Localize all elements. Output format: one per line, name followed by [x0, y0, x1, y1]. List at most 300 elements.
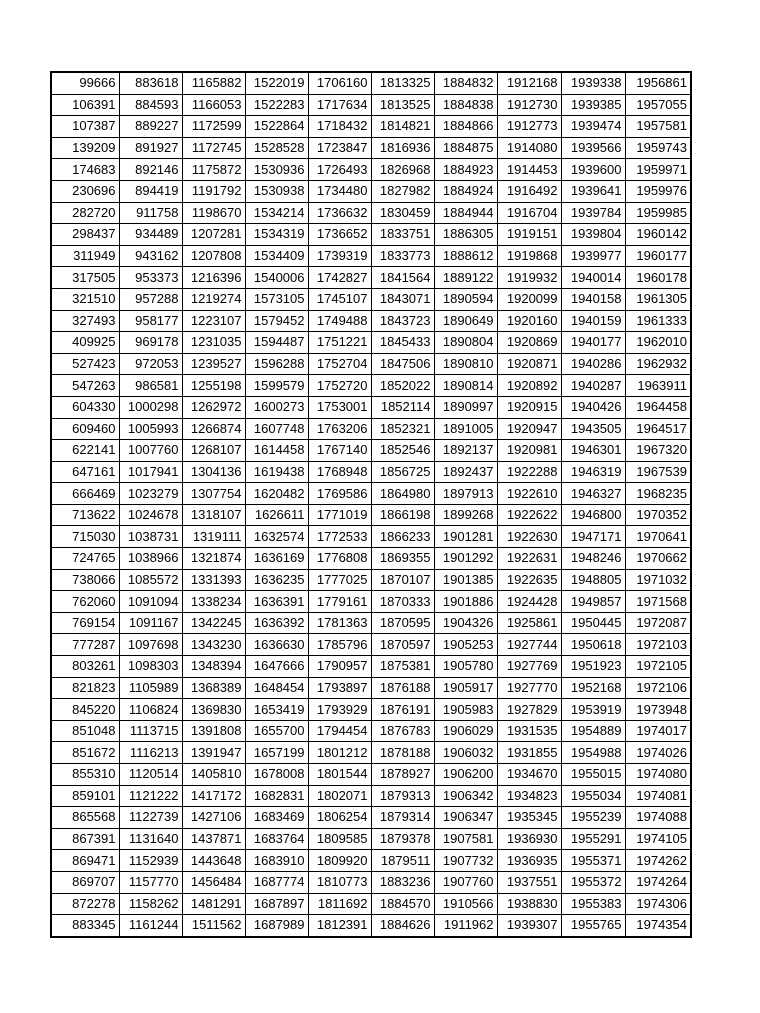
table-cell: 106391: [51, 94, 119, 116]
table-row: [51, 180, 691, 202]
table-cell: 1198670: [182, 202, 245, 224]
table-cell: 1655700: [245, 720, 308, 742]
table-cell: 1158262: [119, 893, 182, 915]
table-cell: 883345: [51, 915, 119, 937]
table-cell: 1961333: [625, 310, 691, 332]
table-cell: 1922610: [497, 483, 561, 505]
table-row: [51, 850, 691, 872]
table-cell: 1866198: [371, 504, 434, 526]
table-cell: 869471: [51, 850, 119, 872]
table-row: [51, 526, 691, 548]
table-cell: 1884923: [434, 159, 497, 181]
table-cell: 1922635: [497, 569, 561, 591]
table-cell: 911758: [119, 202, 182, 224]
table-cell: 1951923: [561, 656, 625, 678]
table-cell: 1534409: [245, 245, 308, 267]
table-cell: 1906342: [434, 785, 497, 807]
table-cell: 1876783: [371, 720, 434, 742]
table-cell: 1607748: [245, 418, 308, 440]
table-cell: 1949857: [561, 591, 625, 613]
table-row: [51, 288, 691, 310]
table-cell: 1207281: [182, 224, 245, 246]
table-cell: 1891005: [434, 418, 497, 440]
table-cell: 1884924: [434, 180, 497, 202]
table-cell: 1920869: [497, 332, 561, 354]
table-cell: 1717634: [308, 94, 371, 116]
table-cell: 1626611: [245, 504, 308, 526]
table-cell: 1938830: [497, 893, 561, 915]
table-row: [51, 785, 691, 807]
table-cell: 1904326: [434, 612, 497, 634]
table-cell: 1172745: [182, 137, 245, 159]
table-cell: 1318107: [182, 504, 245, 526]
table-cell: 891927: [119, 137, 182, 159]
table-cell: 1936935: [497, 850, 561, 872]
table-cell: 1955015: [561, 764, 625, 786]
table-cell: 1619438: [245, 461, 308, 483]
table-cell: 769154: [51, 612, 119, 634]
table-cell: 1974080: [625, 764, 691, 786]
table-cell: 1161244: [119, 915, 182, 937]
table-cell: 1816936: [371, 137, 434, 159]
table-cell: 282720: [51, 202, 119, 224]
table-cell: 1954889: [561, 720, 625, 742]
table-cell: 1972087: [625, 612, 691, 634]
number-table: [50, 71, 692, 938]
table-cell: 647161: [51, 461, 119, 483]
table-cell: 1924428: [497, 591, 561, 613]
table-cell: 1919932: [497, 267, 561, 289]
table-cell: 1813325: [371, 72, 434, 94]
table-cell: 1960178: [625, 267, 691, 289]
table-cell: 1899268: [434, 504, 497, 526]
table-cell: 1973948: [625, 699, 691, 721]
table-cell: 1802071: [308, 785, 371, 807]
table-cell: 1890594: [434, 288, 497, 310]
table-cell: 1974017: [625, 720, 691, 742]
table-cell: 1955371: [561, 850, 625, 872]
table-cell: 1683910: [245, 850, 308, 872]
table-cell: 547263: [51, 375, 119, 397]
table-row: [51, 440, 691, 462]
table-row: [51, 94, 691, 116]
table-cell: 872278: [51, 893, 119, 915]
table-cell: 1974081: [625, 785, 691, 807]
table-cell: 1964517: [625, 418, 691, 440]
table-cell: 1939804: [561, 224, 625, 246]
table-cell: 1950618: [561, 634, 625, 656]
table-row: [51, 871, 691, 893]
table-cell: 1636235: [245, 569, 308, 591]
table-cell: 1901292: [434, 548, 497, 570]
table-cell: 1647666: [245, 656, 308, 678]
table-cell: 1876188: [371, 677, 434, 699]
table-cell: 1736652: [308, 224, 371, 246]
table-row: [51, 72, 691, 94]
table-cell: 986581: [119, 375, 182, 397]
table-cell: 317505: [51, 267, 119, 289]
table-cell: 1534319: [245, 224, 308, 246]
table-cell: 1726493: [308, 159, 371, 181]
table-cell: 1972106: [625, 677, 691, 699]
table-cell: 1594487: [245, 332, 308, 354]
table-cell: 894419: [119, 180, 182, 202]
table-cell: 1961305: [625, 288, 691, 310]
table-cell: 1231035: [182, 332, 245, 354]
table-cell: 953373: [119, 267, 182, 289]
table-cell: 715030: [51, 526, 119, 548]
table-cell: 1718432: [308, 116, 371, 138]
table-row: [51, 116, 691, 138]
table-cell: 1950445: [561, 612, 625, 634]
table-cell: 851672: [51, 742, 119, 764]
table-row: [51, 612, 691, 634]
table-cell: 1338234: [182, 591, 245, 613]
table-cell: 1935345: [497, 807, 561, 829]
table-cell: 1024678: [119, 504, 182, 526]
table-cell: 1830459: [371, 202, 434, 224]
table-cell: 139209: [51, 137, 119, 159]
table-row: [51, 461, 691, 483]
table-cell: 1749488: [308, 310, 371, 332]
table-row: [51, 418, 691, 440]
table-cell: 1843071: [371, 288, 434, 310]
table-cell: 1833773: [371, 245, 434, 267]
table-cell: 1939641: [561, 180, 625, 202]
table-cell: 1852546: [371, 440, 434, 462]
table-cell: 724765: [51, 548, 119, 570]
table-cell: 1368389: [182, 677, 245, 699]
table-cell: 1948805: [561, 569, 625, 591]
table-cell: 1636169: [245, 548, 308, 570]
table-row: [51, 332, 691, 354]
table-cell: 1870595: [371, 612, 434, 634]
table-cell: 1878927: [371, 764, 434, 786]
table-cell: 230696: [51, 180, 119, 202]
table-cell: 1936930: [497, 828, 561, 850]
table-cell: 1121222: [119, 785, 182, 807]
table-row: [51, 569, 691, 591]
table-cell: 1940287: [561, 375, 625, 397]
table-cell: 867391: [51, 828, 119, 850]
table-cell: 1890814: [434, 375, 497, 397]
table-cell: 1889122: [434, 267, 497, 289]
table-row: [51, 764, 691, 786]
table-cell: 1648454: [245, 677, 308, 699]
table-cell: 1912730: [497, 94, 561, 116]
table-cell: 1753001: [308, 396, 371, 418]
table-cell: 1391947: [182, 742, 245, 764]
table-cell: 1946800: [561, 504, 625, 526]
table-cell: 1579452: [245, 310, 308, 332]
table-cell: 1262972: [182, 396, 245, 418]
table-cell: 1869355: [371, 548, 434, 570]
table-cell: 1876191: [371, 699, 434, 721]
table-cell: 1776808: [308, 548, 371, 570]
table-cell: 1116213: [119, 742, 182, 764]
table-cell: 1927829: [497, 699, 561, 721]
table-cell: 1931855: [497, 742, 561, 764]
table-cell: 762060: [51, 591, 119, 613]
table-cell: 311949: [51, 245, 119, 267]
table-cell: 1742827: [308, 267, 371, 289]
table-row: [51, 720, 691, 742]
table-cell: 1331393: [182, 569, 245, 591]
table-cell: 1955034: [561, 785, 625, 807]
table-cell: 1781363: [308, 612, 371, 634]
table-cell: 1959971: [625, 159, 691, 181]
table-cell: 1636630: [245, 634, 308, 656]
table-cell: 1925861: [497, 612, 561, 634]
table-cell: 1120514: [119, 764, 182, 786]
table-cell: 1879314: [371, 807, 434, 829]
table-cell: 1632574: [245, 526, 308, 548]
table-cell: 1972103: [625, 634, 691, 656]
table-cell: 1905780: [434, 656, 497, 678]
table-cell: 1901886: [434, 591, 497, 613]
table-row: [51, 310, 691, 332]
table-cell: 1974306: [625, 893, 691, 915]
table-cell: 1890804: [434, 332, 497, 354]
table-cell: 1927769: [497, 656, 561, 678]
table-row: [51, 915, 691, 937]
table-cell: 1348394: [182, 656, 245, 678]
table-cell: 1962932: [625, 353, 691, 375]
table-cell: 1920892: [497, 375, 561, 397]
table-cell: 1890810: [434, 353, 497, 375]
table-cell: 1884866: [434, 116, 497, 138]
table-cell: 1530936: [245, 159, 308, 181]
table-cell: 1956861: [625, 72, 691, 94]
table-cell: 298437: [51, 224, 119, 246]
table-cell: 1826968: [371, 159, 434, 181]
table-cell: 1955765: [561, 915, 625, 937]
table-cell: 1307754: [182, 483, 245, 505]
table-cell: 1967320: [625, 440, 691, 462]
table-cell: 1901281: [434, 526, 497, 548]
table-cell: 1922622: [497, 504, 561, 526]
table-cell: 1939474: [561, 116, 625, 138]
table-cell: 1910566: [434, 893, 497, 915]
table-cell: 1906029: [434, 720, 497, 742]
table-cell: 865568: [51, 807, 119, 829]
table-cell: 1152939: [119, 850, 182, 872]
table-cell: 1957055: [625, 94, 691, 116]
table-cell: 1191792: [182, 180, 245, 202]
table-cell: 1219274: [182, 288, 245, 310]
table-cell: 1793897: [308, 677, 371, 699]
table-cell: 1653419: [245, 699, 308, 721]
table-cell: 1809585: [308, 828, 371, 850]
table-cell: 713622: [51, 504, 119, 526]
table-cell: 1530938: [245, 180, 308, 202]
table-cell: 1794454: [308, 720, 371, 742]
table-cell: 1946319: [561, 461, 625, 483]
table-row: [51, 504, 691, 526]
table-cell: 604330: [51, 396, 119, 418]
table-cell: 1813525: [371, 94, 434, 116]
table-cell: 1814821: [371, 116, 434, 138]
table-cell: 1528528: [245, 137, 308, 159]
table-cell: 1948246: [561, 548, 625, 570]
table-cell: 1636392: [245, 612, 308, 634]
table-cell: 1959743: [625, 137, 691, 159]
table-cell: 1934670: [497, 764, 561, 786]
table-cell: 1522019: [245, 72, 308, 94]
table-cell: 1745107: [308, 288, 371, 310]
table-cell: 1369830: [182, 699, 245, 721]
table-cell: 1343230: [182, 634, 245, 656]
table-cell: 1905253: [434, 634, 497, 656]
table-cell: 1939566: [561, 137, 625, 159]
table-cell: 1940177: [561, 332, 625, 354]
table-cell: 1905983: [434, 699, 497, 721]
table-cell: 1920160: [497, 310, 561, 332]
table-row: [51, 634, 691, 656]
table-cell: 1456484: [182, 871, 245, 893]
table-cell: 1939600: [561, 159, 625, 181]
table-cell: 1955372: [561, 871, 625, 893]
table-cell: 1864980: [371, 483, 434, 505]
table-cell: 1870333: [371, 591, 434, 613]
table-cell: 1599579: [245, 375, 308, 397]
table-cell: 1596288: [245, 353, 308, 375]
table-cell: 1963911: [625, 375, 691, 397]
table-row: [51, 828, 691, 850]
table-cell: 1806254: [308, 807, 371, 829]
table-cell: 1939338: [561, 72, 625, 94]
table-cell: 1706160: [308, 72, 371, 94]
table-cell: 855310: [51, 764, 119, 786]
table-cell: 1953919: [561, 699, 625, 721]
table-cell: 1321874: [182, 548, 245, 570]
table-cell: 1884944: [434, 202, 497, 224]
table-cell: 845220: [51, 699, 119, 721]
table-cell: 1934823: [497, 785, 561, 807]
table-cell: 1687989: [245, 915, 308, 937]
table-cell: 1968235: [625, 483, 691, 505]
table-row: [51, 224, 691, 246]
table-cell: 327493: [51, 310, 119, 332]
table-cell: 1960177: [625, 245, 691, 267]
table-cell: 1810773: [308, 871, 371, 893]
table-cell: 1907760: [434, 871, 497, 893]
table-cell: 1940426: [561, 396, 625, 418]
table-cell: 1922631: [497, 548, 561, 570]
table-cell: 1971568: [625, 591, 691, 613]
table-cell: 1739319: [308, 245, 371, 267]
table-cell: 1768948: [308, 461, 371, 483]
table-cell: 1884875: [434, 137, 497, 159]
table-cell: 1085572: [119, 569, 182, 591]
table-cell: 1866233: [371, 526, 434, 548]
table-cell: 1017941: [119, 461, 182, 483]
table-cell: 1897913: [434, 483, 497, 505]
table-cell: 969178: [119, 332, 182, 354]
table-cell: 1175872: [182, 159, 245, 181]
table-cell: 1723847: [308, 137, 371, 159]
table-cell: 1914080: [497, 137, 561, 159]
table-cell: 321510: [51, 288, 119, 310]
table-cell: 1946301: [561, 440, 625, 462]
table-cell: 1763206: [308, 418, 371, 440]
table-cell: 1952168: [561, 677, 625, 699]
table-cell: 1912773: [497, 116, 561, 138]
table-cell: 1931535: [497, 720, 561, 742]
table-cell: 972053: [119, 353, 182, 375]
table-cell: 1906200: [434, 764, 497, 786]
table-cell: 1687897: [245, 893, 308, 915]
table-cell: 1879378: [371, 828, 434, 850]
table-cell: 527423: [51, 353, 119, 375]
table-cell: 1165882: [182, 72, 245, 94]
table-cell: 1890649: [434, 310, 497, 332]
table-cell: 1391808: [182, 720, 245, 742]
table-cell: 1266874: [182, 418, 245, 440]
table-cell: 409925: [51, 332, 119, 354]
table-cell: 957288: [119, 288, 182, 310]
table-cell: 1879511: [371, 850, 434, 872]
table-cell: 1912168: [497, 72, 561, 94]
table-cell: 1268107: [182, 440, 245, 462]
table-cell: 859101: [51, 785, 119, 807]
table-cell: 1801544: [308, 764, 371, 786]
table-cell: 1091094: [119, 591, 182, 613]
table-row: [51, 548, 691, 570]
table-cell: 943162: [119, 245, 182, 267]
table-cell: 1916492: [497, 180, 561, 202]
table-cell: 1954988: [561, 742, 625, 764]
table-cell: 1892137: [434, 440, 497, 462]
table-cell: 1000298: [119, 396, 182, 418]
table-cell: 1752704: [308, 353, 371, 375]
table-cell: 1852022: [371, 375, 434, 397]
table-cell: 1166053: [182, 94, 245, 116]
table-cell: 1779161: [308, 591, 371, 613]
table-cell: 1106824: [119, 699, 182, 721]
table-cell: 1443648: [182, 850, 245, 872]
table-cell: 1974354: [625, 915, 691, 937]
table-cell: 1878188: [371, 742, 434, 764]
table-cell: 1940158: [561, 288, 625, 310]
table-cell: 1947171: [561, 526, 625, 548]
table-row: [51, 591, 691, 613]
table-row: [51, 483, 691, 505]
table-cell: 1790957: [308, 656, 371, 678]
table-cell: 1005993: [119, 418, 182, 440]
table-cell: 1255198: [182, 375, 245, 397]
table-cell: 1852321: [371, 418, 434, 440]
table-cell: 1777025: [308, 569, 371, 591]
table-cell: 1959985: [625, 202, 691, 224]
table-cell: 1023279: [119, 483, 182, 505]
table-cell: 934489: [119, 224, 182, 246]
table-cell: 1974026: [625, 742, 691, 764]
table-cell: 609460: [51, 418, 119, 440]
table-cell: 1927770: [497, 677, 561, 699]
table-cell: 1879313: [371, 785, 434, 807]
table-cell: 1939977: [561, 245, 625, 267]
table-cell: 1841564: [371, 267, 434, 289]
table-cell: 1919151: [497, 224, 561, 246]
table-cell: 1007760: [119, 440, 182, 462]
table-cell: 1736632: [308, 202, 371, 224]
table-row: [51, 656, 691, 678]
table-cell: 1223107: [182, 310, 245, 332]
table-cell: 1927744: [497, 634, 561, 656]
table-cell: 1892437: [434, 461, 497, 483]
table-cell: 1091167: [119, 612, 182, 634]
